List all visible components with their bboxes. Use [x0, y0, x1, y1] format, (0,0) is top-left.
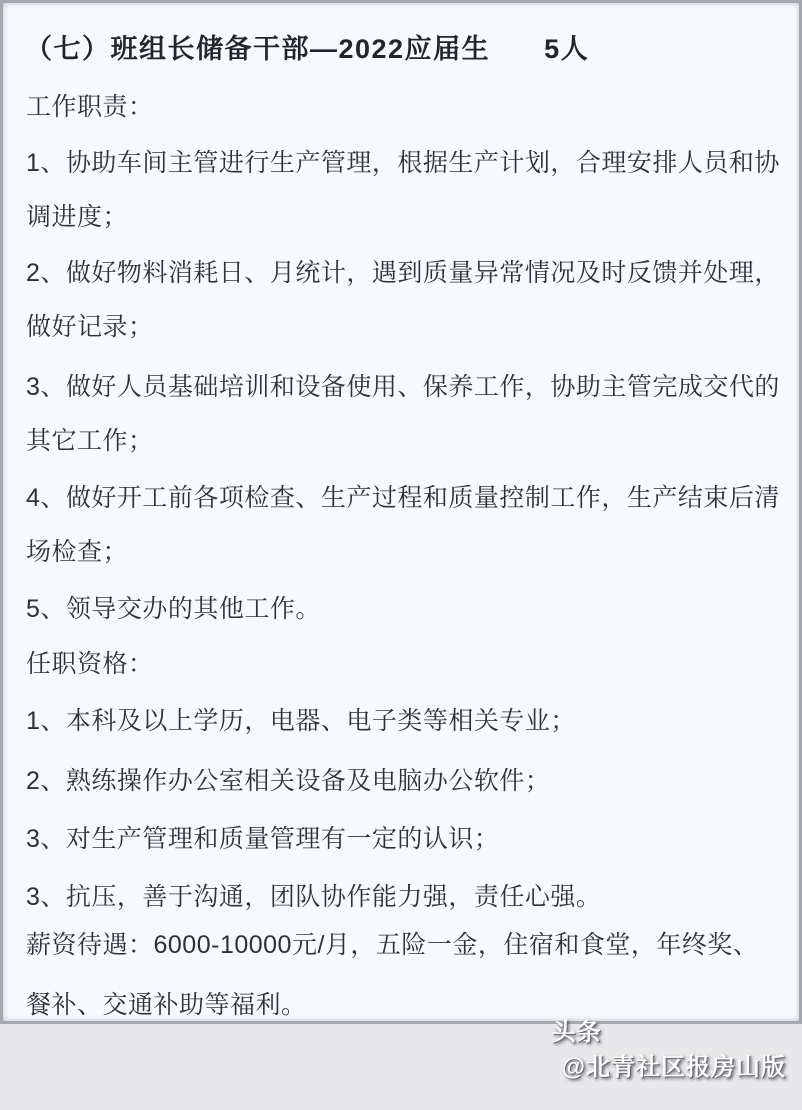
responsibility-item-3-line-1: 3、做好人员基础培训和设备使用、保养工作，协助主管完成交代的 — [26, 373, 780, 401]
responsibility-item-1-line-2: 调进度； — [26, 203, 129, 231]
section-heading-qualifications: 任职资格： — [26, 650, 154, 678]
qualification-item-3: 3、对生产管理和质量管理有一定的认识； — [26, 825, 500, 853]
page-title: （七）班组长储备干部—2022应届生 5人 — [25, 34, 590, 64]
responsibility-item-5: 5、领导交办的其他工作。 — [26, 595, 321, 623]
responsibility-item-4-line-1: 4、做好开工前各项检查、生产过程和质量控制工作，生产结束后清 — [26, 484, 780, 512]
responsibility-item-3-line-2: 其它工作； — [26, 427, 154, 455]
watermark — [521, 984, 786, 1110]
responsibility-item-1-line-1: 1、协助车间主管进行生产管理，根据生产计划，合理安排人员和协 — [26, 149, 780, 177]
watermark-handle: @北青社区报房山版 — [561, 1054, 786, 1081]
toutiao-logo: 头条 — [551, 1019, 602, 1046]
qualification-item-2: 2、熟练操作办公室相关设备及电脑办公软件； — [26, 767, 551, 795]
responsibility-item-4-line-2: 场检查； — [26, 538, 129, 566]
qualification-item-4: 3、抗压，善于沟通，团队协作能力强，责任心强。 — [26, 883, 602, 911]
salary-line-2: 餐补、交通补助等福利。 — [26, 991, 307, 1019]
responsibility-item-2-line-2: 做好记录； — [26, 313, 154, 341]
section-heading-responsibilities: 工作职责： — [26, 93, 154, 121]
salary-line-1: 薪资待遇：6000-10000元/月，五险一金，住宿和食堂，年终奖、 — [26, 931, 759, 959]
qualification-item-1: 1、本科及以上学历，电器、电子类等相关专业； — [26, 707, 576, 735]
responsibility-item-2-line-1: 2、做好物料消耗日、月统计，遇到质量异常情况及时反馈并处理， — [26, 259, 780, 287]
